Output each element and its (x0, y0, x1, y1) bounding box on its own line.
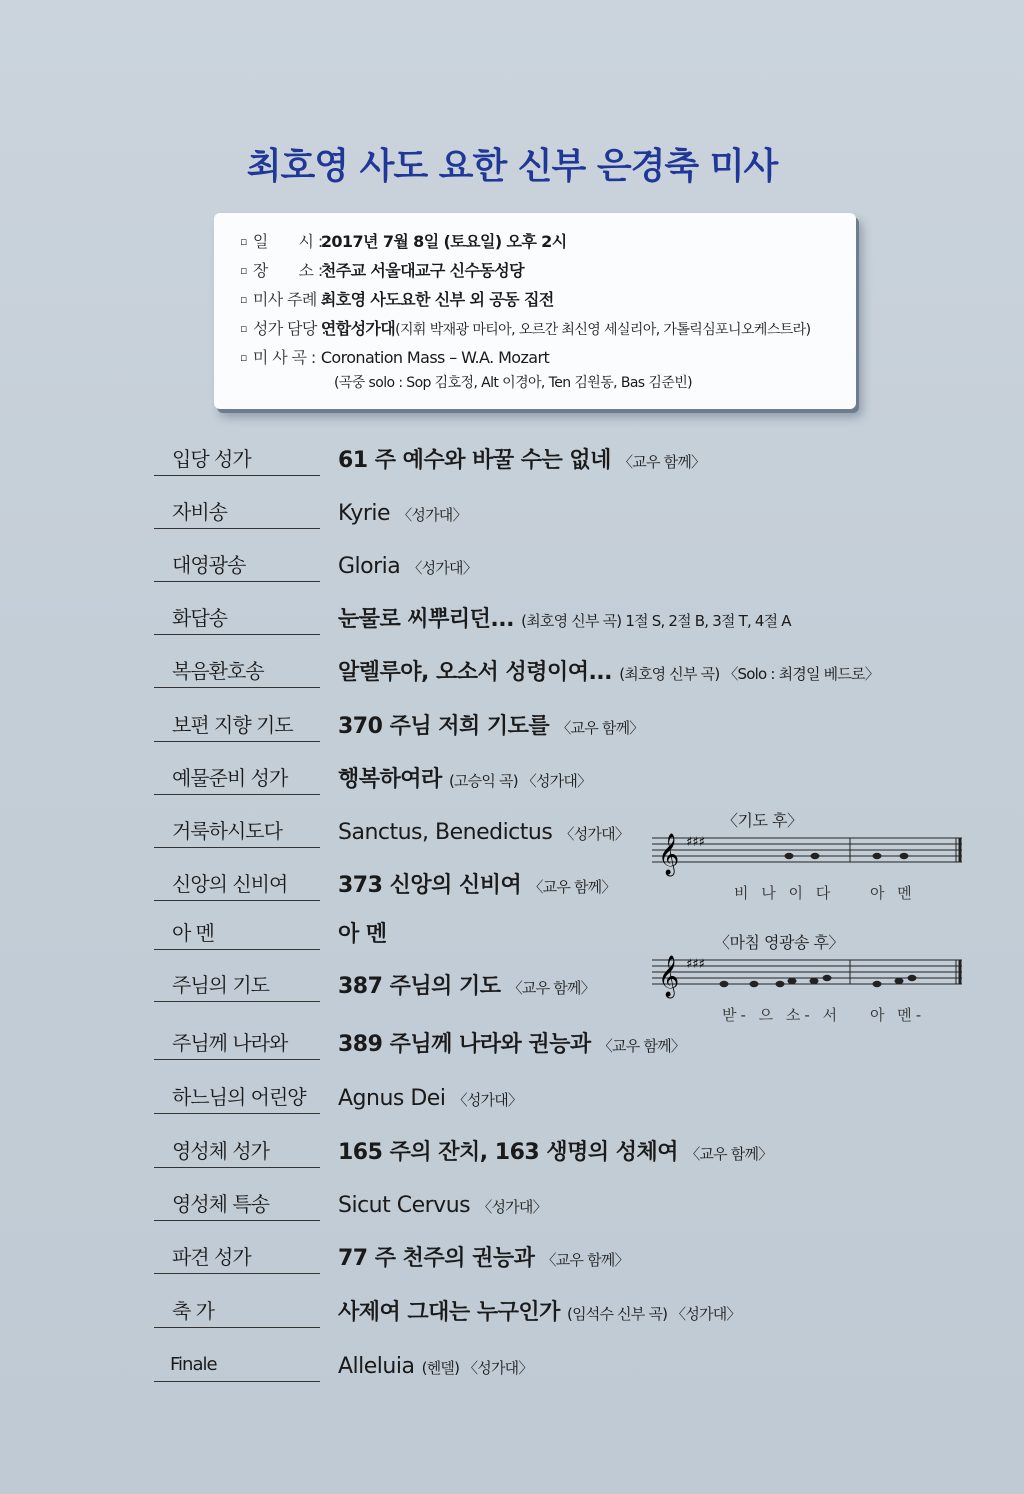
info-value: 천주교 서울대교구 신수동성당 (320, 261, 524, 280)
program-label: 하느님의 어린양 (154, 1082, 320, 1114)
program-label: 축 가 (154, 1296, 320, 1328)
info-label: 장 소 : (252, 261, 323, 280)
info-value: 연합성가대 (320, 319, 396, 338)
info-label: 일 시 : (252, 232, 323, 251)
page-title: 최호영 사도 요한 신부 은경축 미사 (246, 146, 778, 187)
score-lyric: 비 나 이 다 (734, 884, 835, 902)
program-title: Sicut Cervus (338, 1193, 471, 1218)
info-row-celebrant (240, 289, 554, 311)
program-note: 〈성가대〉 (477, 1198, 547, 1216)
program-label: 신앙의 신비여 (154, 869, 320, 901)
program-item (338, 712, 643, 743)
program-note: 〈성가대〉 (559, 825, 629, 843)
info-note: (지휘 박재광 마티아, 오르간 최신영 세실리아, 가톨릭심포니오케스트라) (395, 322, 811, 338)
score-lyric: 받- 으 소- 서 (722, 1006, 842, 1024)
event-info-box (214, 213, 856, 409)
info-row-place (240, 260, 524, 282)
music-score-amen (652, 808, 964, 908)
info-value: 최호영 사도요한 신부 외 공동 집전 (320, 290, 554, 309)
program-note: 〈성가대〉 (407, 559, 477, 577)
program-item (338, 499, 467, 530)
program-label: 자비송 (154, 497, 320, 529)
info-row-choir (240, 318, 810, 341)
program-title: 알렐루야, 오소서 성령이여... (338, 660, 613, 685)
program-item (338, 920, 387, 950)
program-item (338, 658, 879, 689)
program-label: 복음환호송 (154, 656, 320, 688)
program-note: 〈교우 함께〉 (507, 979, 595, 997)
program-item (338, 1244, 629, 1275)
program-label: 아 멘 (154, 918, 320, 950)
program-title: 373 신앙의 신비여 (338, 873, 522, 898)
program-item (338, 1298, 741, 1329)
program-label: 영성체 성가 (154, 1136, 320, 1168)
program-label: 입당 성가 (154, 444, 320, 476)
info-label: 미 사 곡 : (252, 348, 316, 367)
program-note: 〈성가대〉 (397, 506, 467, 524)
program-title: 387 주님의 기도 (338, 974, 501, 999)
info-label: 성가 담당 : (252, 319, 327, 338)
program-label: 보편 지향 기도 (154, 710, 320, 742)
program-note: (최호영 신부 곡) 〈Solo : 최경일 베드로〉 (619, 665, 879, 683)
program-title: Sanctus, Benedictus (338, 820, 553, 845)
info-value: Coronation Mass – W.A. Mozart (320, 348, 550, 367)
svg-text:♯♯♯: ♯♯♯ (686, 835, 705, 850)
program-note: 〈교우 함께〉 (528, 878, 616, 896)
program-title: 370 주님 저희 기도를 (338, 714, 550, 739)
program-item (338, 972, 595, 1003)
program-title: Agnus Dei (338, 1086, 446, 1111)
program-label: Finale (154, 1350, 320, 1382)
program-label: 거룩하시도다 (154, 816, 320, 848)
bullet-icon: ▫ (240, 293, 247, 306)
program-label: 대영광송 (154, 550, 320, 582)
program-item (338, 1352, 533, 1383)
score-lyric: 아 멘- (870, 1006, 926, 1024)
program-item (338, 1138, 772, 1169)
program-title: Gloria (338, 554, 401, 579)
program-title: 눈물로 씨뿌리던... (338, 607, 514, 632)
bullet-icon: ▫ (240, 264, 247, 277)
score-lyric: 아 멘 (870, 884, 916, 902)
program-item (338, 1030, 685, 1061)
program-item (338, 818, 629, 849)
score-caption: 〈기도 후〉 (722, 811, 803, 830)
program-item (338, 765, 591, 796)
program-label: 파견 성가 (154, 1242, 320, 1274)
program-title: 165 주의 잔치, 163 생명의 성체여 (338, 1140, 679, 1165)
program-note: (임석수 신부 곡) 〈성가대〉 (567, 1305, 741, 1323)
program-title: 행복하여라 (338, 767, 442, 792)
program-title: 아 멘 (338, 922, 387, 947)
program-label: 화답송 (154, 603, 320, 635)
bullet-icon: ▫ (240, 351, 247, 364)
info-label: 미사 주례 : (252, 290, 327, 309)
info-value: 2017년 7월 8일 (토요일) 오후 2시 (320, 232, 567, 251)
program-item (338, 1191, 547, 1222)
program-label: 영성체 특송 (154, 1189, 320, 1221)
program-note: 〈교우 함께〉 (556, 719, 644, 737)
program-note: 〈교우 함께〉 (618, 453, 706, 471)
program-title: 389 주님께 나라와 권능과 (338, 1032, 591, 1057)
svg-text:♯♯♯: ♯♯♯ (686, 957, 705, 972)
program-title: Kyrie (338, 501, 391, 526)
program-label: 주님의 기도 (154, 970, 320, 1002)
program-title: 77 주 천주의 권능과 (338, 1246, 535, 1271)
info-row-date (240, 231, 567, 253)
program-item (338, 1084, 522, 1115)
program-note: (고승익 곡) 〈성가대〉 (448, 772, 592, 790)
program-note: 〈교우 함께〉 (685, 1145, 773, 1163)
program-item (338, 605, 791, 636)
svg-text:𝄞: 𝄞 (658, 834, 680, 875)
program-label: 주님께 나라와 (154, 1028, 320, 1060)
program-title: Alleluia (338, 1354, 415, 1379)
program-note: 〈성가대〉 (452, 1091, 523, 1109)
program-note: 〈교우 함께〉 (541, 1251, 629, 1269)
program-label: 예물준비 성가 (154, 763, 320, 795)
program-note: 〈교우 함께〉 (597, 1037, 685, 1055)
info-row-mass (240, 347, 549, 369)
staff-icon (652, 950, 964, 1000)
program-item (338, 552, 477, 583)
music-score-doxology (652, 930, 964, 1030)
staff-icon (652, 828, 964, 878)
bullet-icon: ▫ (240, 235, 247, 248)
info-soloists: (곡중 solo : Sop 김호정, Alt 이경아, Ten 김원동, Bas 김준빈) (334, 375, 692, 391)
bullet-icon: ▫ (240, 322, 247, 335)
program-title: 61 주 예수와 바꿀 수는 없네 (338, 448, 611, 473)
program-note: (최호영 신부 곡) 1절 S, 2절 B, 3절 T, 4절 A (521, 612, 791, 630)
svg-text:𝄞: 𝄞 (658, 956, 680, 997)
score-caption: 〈마침 영광송 후〉 (714, 933, 844, 952)
program-item (338, 871, 616, 902)
program-note: (헨델) 〈성가대〉 (421, 1359, 533, 1377)
program-title: 사제여 그대는 누구인가 (338, 1300, 560, 1325)
program-item (338, 446, 705, 477)
